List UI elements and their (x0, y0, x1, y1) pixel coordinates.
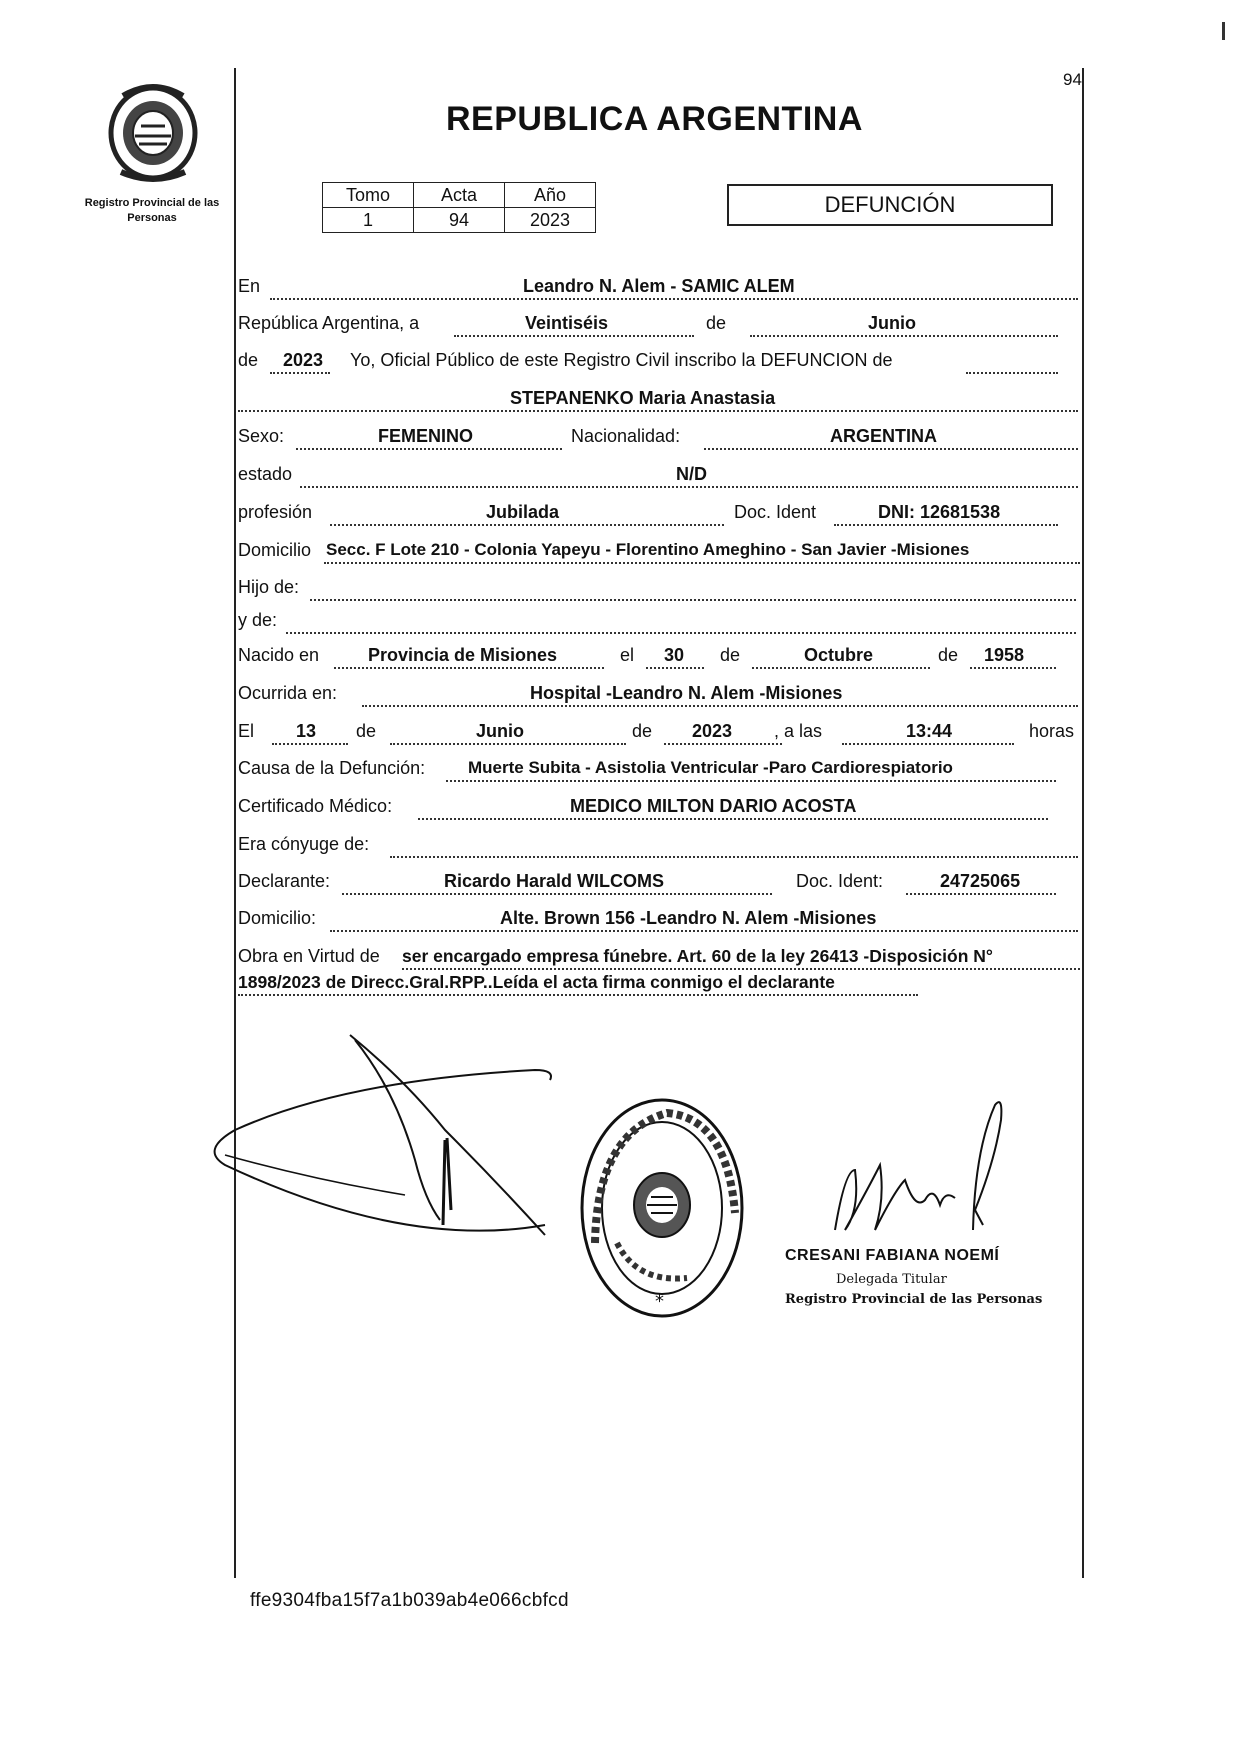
svg-text:*: * (655, 1291, 664, 1312)
hijo-label: Hijo de: (238, 577, 300, 597)
nacionalidad-label: Nacionalidad: (571, 426, 681, 446)
sexo-label: Sexo: (238, 426, 285, 446)
official-seal (577, 1093, 747, 1323)
left-margin-line (234, 68, 236, 1578)
row-inscribo (238, 350, 1088, 380)
issuer-label: Registro Provincial de las Personas (84, 197, 220, 224)
corner-mark (1222, 22, 1225, 40)
row-fecha (238, 313, 1088, 343)
firmante-oficina: Registro Provincial de las Personas (785, 1292, 1043, 1307)
row-estado (238, 464, 1088, 494)
estado-value: N/D (676, 464, 707, 484)
declarante-value: Ricardo Harald WILCOMS (444, 871, 665, 891)
doc-value: DNI: 12681538 (878, 502, 1001, 522)
row-fecha-defuncion (238, 721, 1088, 751)
el2-label: El (238, 721, 255, 741)
nombre-value: STEPANENKO Maria Anastasia (510, 388, 776, 408)
republica-label: República Argentina, a (238, 313, 420, 333)
de-label-3: de (720, 645, 741, 665)
firmante-name: CRESANI FABIANA NOEMÍ (785, 1247, 1000, 1264)
de-label-6: de (632, 721, 653, 741)
row-causa (238, 758, 1088, 788)
document-hash: ffe9304fba15f7a1b039ab4e066cbfcd (250, 1590, 569, 1611)
row-profesion (238, 502, 1088, 532)
de-label-2: de (238, 350, 259, 370)
doc-label: Doc. Ident (734, 502, 817, 522)
registrar-signature (825, 1090, 1010, 1250)
de-label-5: de (356, 721, 377, 741)
anio-header: Año (505, 183, 596, 208)
nac-dia-value: 30 (664, 645, 685, 665)
doc2-value: 24725065 (940, 871, 1021, 891)
nac-mes-value: Octubre (804, 645, 874, 665)
anio-value: 2023 (505, 208, 596, 233)
domicilio-label: Domicilio (238, 540, 312, 560)
def-dia-value: 13 (296, 721, 317, 741)
profesion-label: profesión (238, 502, 313, 522)
row-declarante (238, 871, 1088, 901)
tomo-acta-anio-table (322, 182, 596, 233)
obra-label: Obra en Virtud de (238, 946, 380, 966)
causa-label: Causa de la Defunción: (238, 758, 426, 778)
row-nombre (238, 388, 1088, 418)
nac-anio-value: 1958 (984, 645, 1025, 665)
declarante-label: Declarante: (238, 871, 331, 891)
row-obra-2 (238, 972, 1088, 1002)
row-domicilio (238, 540, 1088, 570)
tomo-value: 1 (323, 208, 414, 233)
row-sexo (238, 426, 1088, 456)
domicilio2-value: Alte. Brown 156 -Leandro N. Alem -Misiones (500, 908, 877, 928)
nacionalidad-value: ARGENTINA (830, 426, 937, 446)
page-title: REPUBLICA ARGENTINA (446, 100, 863, 138)
hora-value: 13:44 (906, 721, 953, 741)
def-mes-value: Junio (476, 721, 524, 741)
inscribo-text: Yo, Oficial Público de este Registro Civil inscribo la DEFUNCION de (350, 350, 893, 370)
ocurrida-label: Ocurrida en: (238, 683, 338, 703)
obra-line-1: ser encargado empresa fúnebre. Art. 60 de la ley 26413 -Disposición N° (402, 946, 993, 966)
sexo-value: FEMENINO (378, 426, 474, 446)
alas-label: , a las (774, 721, 823, 741)
dia-letras-value: Veintiséis (525, 313, 609, 333)
nacido-lugar-value: Provincia de Misiones (368, 645, 558, 665)
el-label: el (620, 645, 635, 665)
certificado-value: MEDICO MILTON DARIO ACOSTA (570, 796, 857, 816)
estado-label: estado (238, 464, 293, 484)
profesion-value: Jubilada (486, 502, 560, 522)
row-certificado (238, 796, 1088, 826)
row-domicilio-declarante (238, 908, 1088, 938)
row-yde (238, 610, 1088, 640)
row-conyuge (238, 834, 1088, 864)
obra-line-2: 1898/2023 de Direcc.Gral.RPP..Leída el acta firma conmigo el declarante (238, 972, 835, 992)
tomo-header: Tomo (323, 183, 414, 208)
yde-label: y de: (238, 610, 278, 630)
ocurrida-value: Hospital -Leandro N. Alem -Misiones (530, 683, 843, 703)
acta-header: Acta (414, 183, 505, 208)
document-type: DEFUNCIÓN (824, 192, 956, 217)
row-nacimiento (238, 645, 1088, 675)
mes-value: Junio (868, 313, 916, 333)
anio-value-letras: 2023 (283, 350, 324, 370)
domicilio2-label: Domicilio: (238, 908, 317, 928)
row-hijo (238, 577, 1088, 607)
declarante-signature (205, 1020, 565, 1250)
acta-value: 94 (414, 208, 505, 233)
en-label: En (238, 276, 261, 296)
de-label-4: de (938, 645, 959, 665)
horas-label: horas (1029, 721, 1075, 741)
firmante-cargo: Delegada Titular (836, 1272, 947, 1287)
domicilio-value: Secc. F Lote 210 - Colonia Yapeyu - Florentino Ameghino - San Javier -Misiones (326, 540, 970, 559)
provincia-emblem (103, 78, 203, 183)
row-lugar (238, 276, 1088, 306)
document-type-box (727, 184, 1053, 226)
nacido-label: Nacido en (238, 645, 320, 665)
def-anio-value: 2023 (692, 721, 733, 741)
doc2-label: Doc. Ident: (796, 871, 884, 891)
page-number: 94 (1063, 70, 1082, 89)
certificado-label: Certificado Médico: (238, 796, 393, 816)
row-ocurrida (238, 683, 1088, 713)
conyuge-label: Era cónyuge de: (238, 834, 370, 854)
causa-value: Muerte Subita - Asistolia Ventricular -Paro Cardiorespiatorio (468, 758, 953, 777)
lugar-value: Leandro N. Alem - SAMIC ALEM (523, 276, 795, 296)
de-label-1: de (706, 313, 727, 333)
